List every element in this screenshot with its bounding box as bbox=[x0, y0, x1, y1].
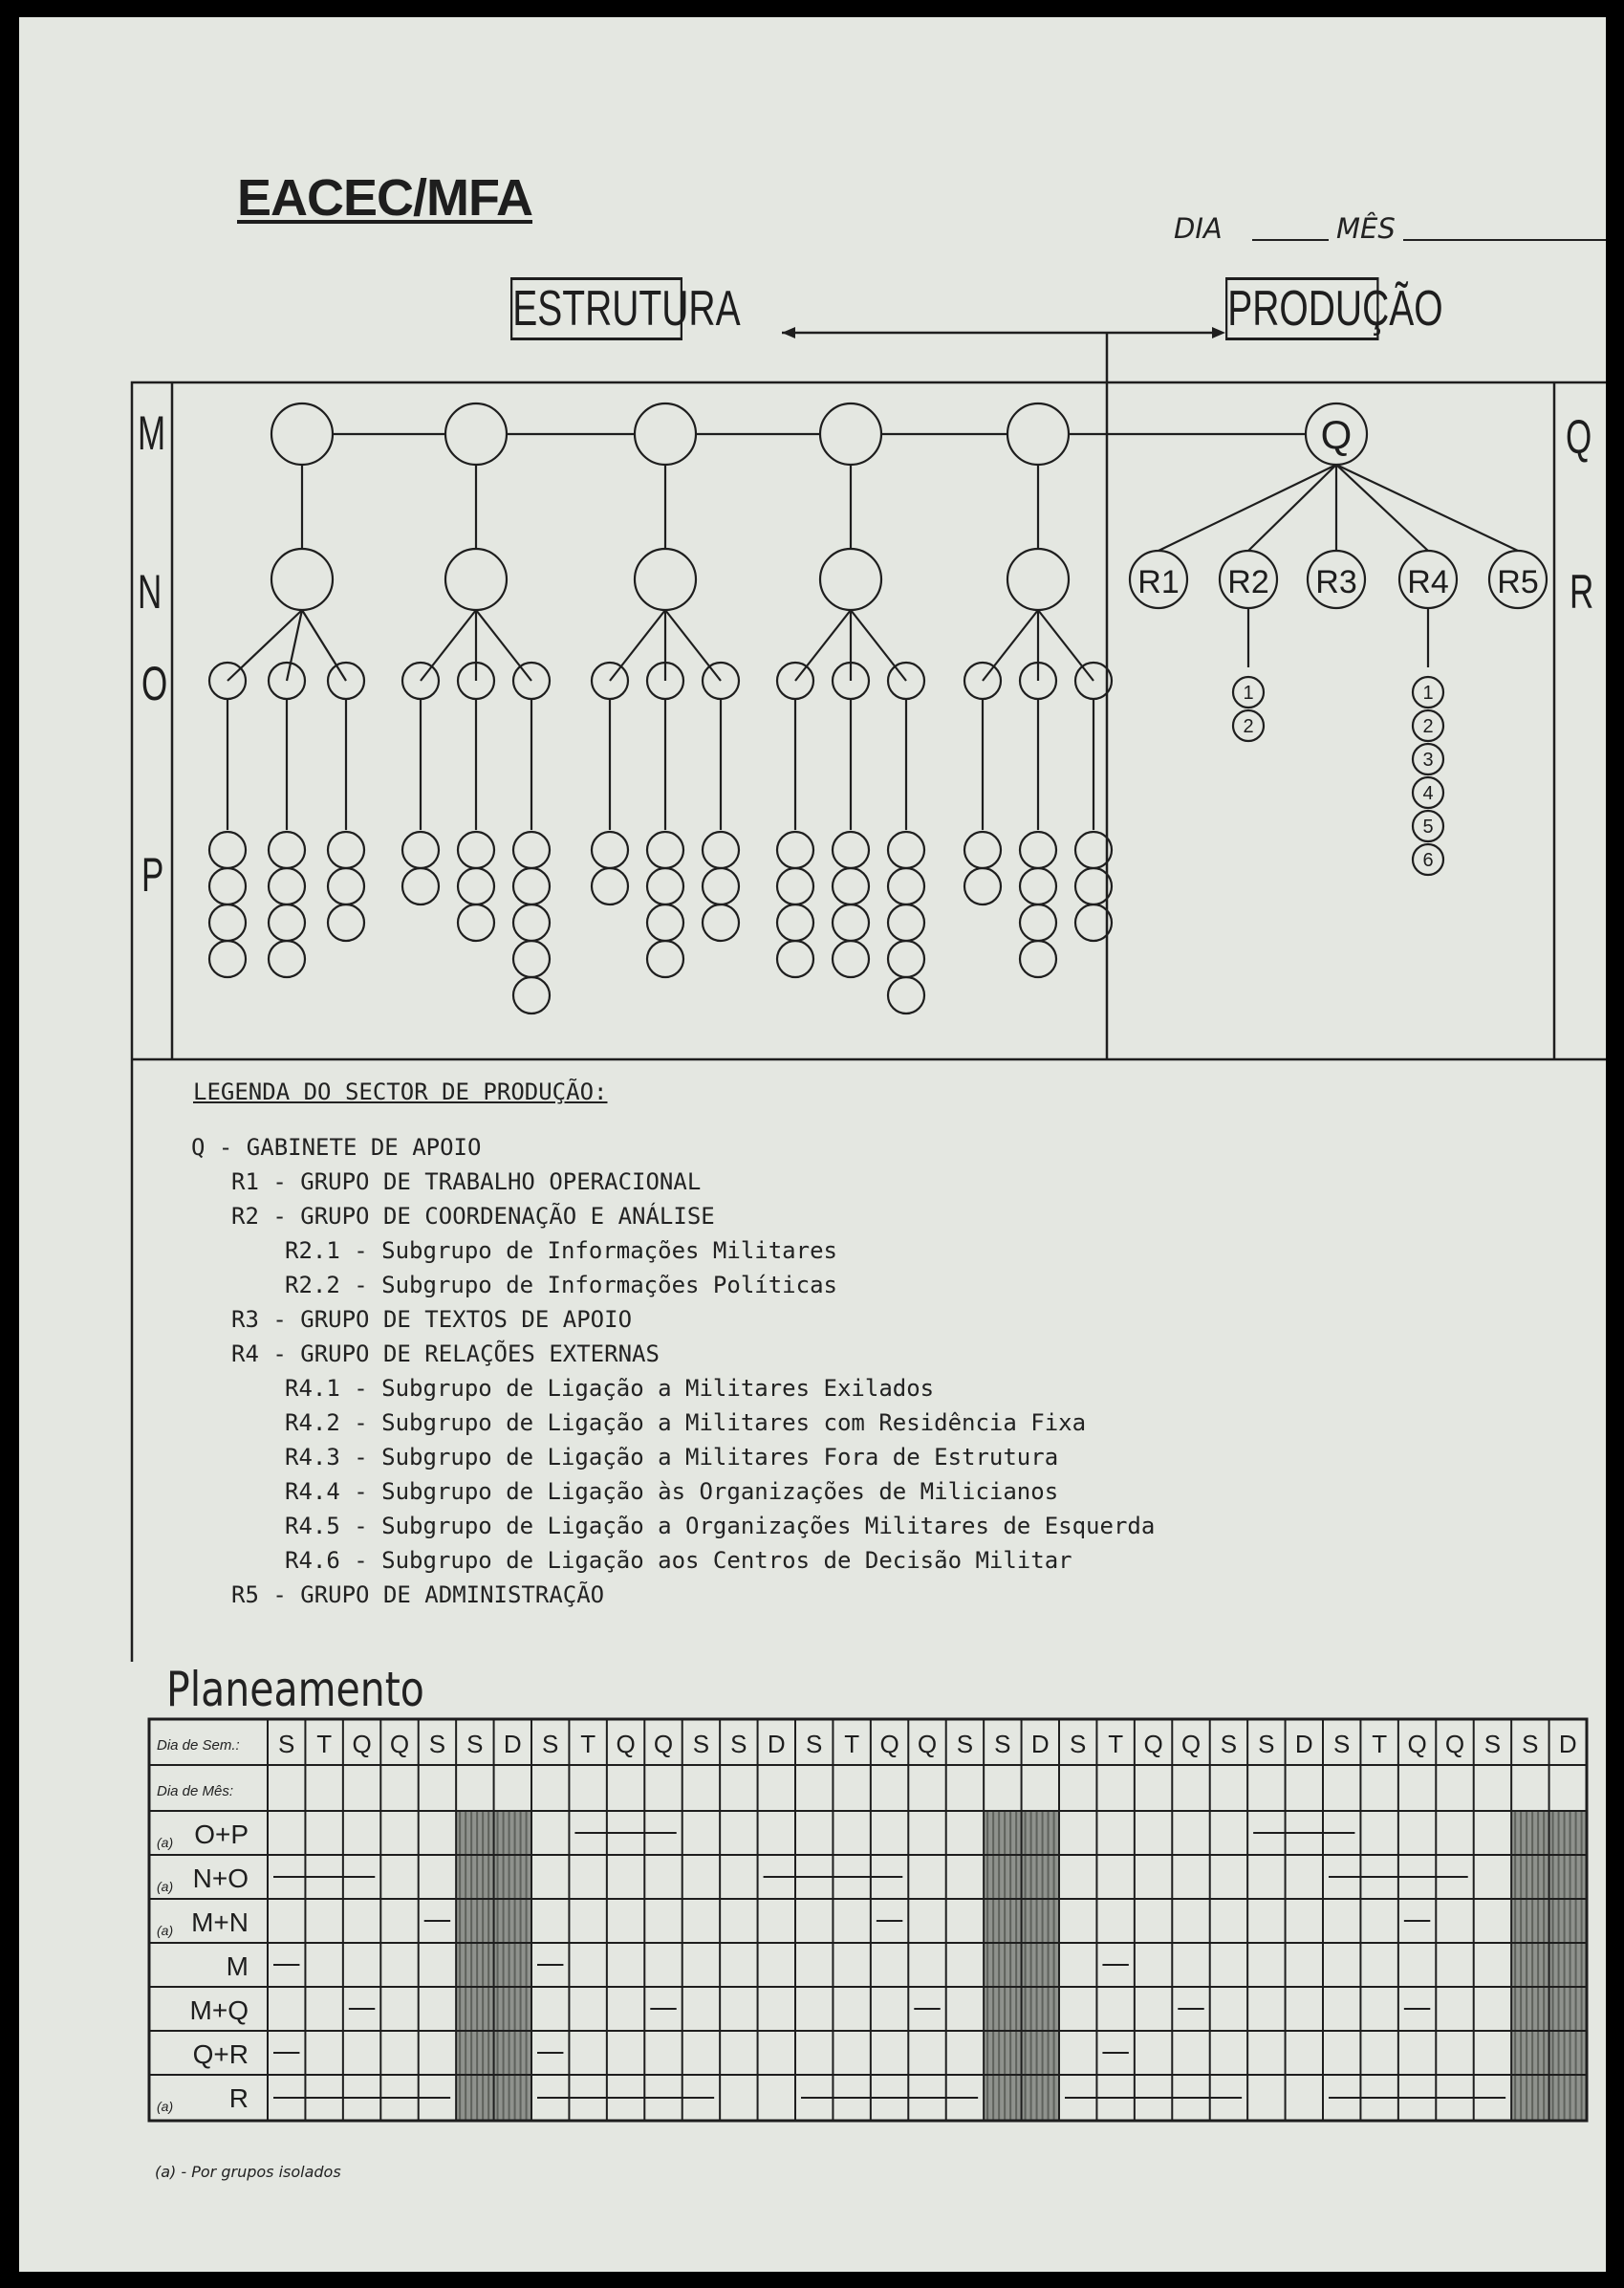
day-letter: Q bbox=[1444, 1730, 1465, 1758]
node-r-label: R2 bbox=[1227, 564, 1269, 600]
row-mark: (a) bbox=[157, 1879, 174, 1894]
node-sub-label: 3 bbox=[1422, 750, 1434, 771]
level-q: Q bbox=[1566, 410, 1592, 464]
legend-line: R2.1 - Subgrupo de Informações Militares bbox=[285, 1237, 837, 1264]
level-m: M bbox=[138, 406, 166, 460]
day-letter: T bbox=[580, 1730, 596, 1758]
day-letter: S bbox=[730, 1730, 747, 1758]
row-label: N+O bbox=[192, 1863, 249, 1893]
node-sub-label: 2 bbox=[1243, 716, 1254, 737]
grid-border bbox=[149, 1719, 1587, 2121]
day-letter: Q bbox=[1143, 1730, 1163, 1758]
row-label: R bbox=[228, 2083, 249, 2113]
level-n: N bbox=[138, 565, 162, 619]
day-letter: D bbox=[767, 1730, 786, 1758]
day-letter: Q bbox=[879, 1730, 899, 1758]
level-r: R bbox=[1570, 565, 1594, 619]
legend-line: R4.1 - Subgrupo de Ligação a Militares Exilados bbox=[285, 1375, 935, 1402]
row-mark: (a) bbox=[157, 1835, 174, 1850]
row-mark: (a) bbox=[157, 2099, 174, 2114]
legend-line: R4 - GRUPO DE RELAÇÕES EXTERNAS bbox=[231, 1340, 660, 1367]
day-letter: S bbox=[956, 1730, 974, 1758]
day-letter: S bbox=[1522, 1730, 1539, 1758]
day-letter: Q bbox=[352, 1730, 372, 1758]
row-mark: (a) bbox=[157, 1923, 174, 1938]
day-letter: S bbox=[466, 1730, 484, 1758]
legend-line: R4.4 - Subgrupo de Ligação às Organizações de Milicianos bbox=[285, 1478, 1059, 1505]
legend-line: R4.6 - Subgrupo de Ligação aos Centros de Decisão Militar bbox=[285, 1547, 1072, 1574]
day-letter: S bbox=[1333, 1730, 1351, 1758]
planning-title: Planeamento bbox=[166, 1662, 424, 1717]
legend-line: R3 - GRUPO DE TEXTOS DE APOIO bbox=[231, 1306, 633, 1333]
day-letter: S bbox=[542, 1730, 559, 1758]
day-letter: S bbox=[994, 1730, 1011, 1758]
day-letter: Q bbox=[616, 1730, 636, 1758]
dia-mes-label: Dia de Mês: bbox=[157, 1783, 234, 1799]
level-o: O bbox=[141, 657, 168, 710]
legend-line: R4.5 - Subgrupo de Ligação a Organizações Militares de Esquerda bbox=[285, 1513, 1156, 1539]
day-letter: T bbox=[844, 1730, 860, 1758]
day-letter: Q bbox=[1407, 1730, 1427, 1758]
legend-title: LEGENDA DO SECTOR DE PRODUÇÃO: bbox=[193, 1079, 608, 1105]
node-r-label: R5 bbox=[1497, 564, 1539, 600]
legend-line: R2 - GRUPO DE COORDENAÇÃO E ANÁLISE bbox=[231, 1203, 715, 1230]
row-label: O+P bbox=[194, 1820, 249, 1849]
day-letter: T bbox=[1108, 1730, 1124, 1758]
row-label: M+N bbox=[191, 1907, 249, 1937]
day-letter: S bbox=[278, 1730, 295, 1758]
day-letter: S bbox=[1258, 1730, 1275, 1758]
document-title: EACEC/MFA bbox=[237, 169, 533, 227]
estrutura-box: ESTRUTURA bbox=[510, 277, 682, 340]
row-label: Q+R bbox=[192, 2039, 249, 2069]
day-letter: T bbox=[316, 1730, 333, 1758]
level-p: P bbox=[141, 848, 164, 902]
node-q-label: Q bbox=[1320, 412, 1353, 457]
day-letter: S bbox=[692, 1730, 710, 1758]
node-sub-label: 2 bbox=[1422, 716, 1434, 737]
day-letter: Q bbox=[1180, 1730, 1202, 1758]
document-page bbox=[19, 17, 1606, 2272]
day-letter: D bbox=[1030, 1730, 1050, 1758]
node-sub-label: 5 bbox=[1422, 817, 1434, 838]
node-r-label: R3 bbox=[1315, 564, 1357, 600]
dia-sem-label: Dia de Sem.: bbox=[157, 1737, 240, 1754]
day-letter: S bbox=[1220, 1730, 1238, 1758]
node-sub-label: 6 bbox=[1422, 850, 1434, 871]
node-sub-label: 1 bbox=[1422, 683, 1434, 704]
date-dia-label: DIA bbox=[1174, 212, 1223, 245]
day-letter: D bbox=[1558, 1730, 1577, 1758]
planning-table bbox=[19, 17, 1606, 2272]
row-label: M+Q bbox=[189, 1995, 249, 2025]
day-letter: Q bbox=[389, 1730, 410, 1758]
day-letter: S bbox=[806, 1730, 823, 1758]
legend-line: R2.2 - Subgrupo de Informações Políticas bbox=[285, 1272, 837, 1298]
legend-line: R4.3 - Subgrupo de Ligação a Militares Fora de Estrutura bbox=[285, 1444, 1059, 1471]
legend-line: R1 - GRUPO DE TRABALHO OPERACIONAL bbox=[231, 1168, 702, 1195]
day-letter: D bbox=[503, 1730, 522, 1758]
day-letter: Q bbox=[653, 1730, 674, 1758]
day-letter: S bbox=[428, 1730, 446, 1758]
day-letter: D bbox=[1294, 1730, 1313, 1758]
node-r-label: R4 bbox=[1407, 564, 1449, 600]
day-letter: Q bbox=[917, 1730, 938, 1758]
row-label: M bbox=[226, 1951, 249, 1981]
node-sub-label: 4 bbox=[1422, 783, 1434, 804]
day-letter: T bbox=[1372, 1730, 1388, 1758]
legend-line: R4.2 - Subgrupo de Ligação a Militares com Residência Fixa bbox=[285, 1409, 1087, 1436]
legend-line: R5 - GRUPO DE ADMINISTRAÇÃO bbox=[231, 1581, 605, 1608]
footnote: (a) - Por grupos isolados bbox=[155, 2163, 341, 2181]
node-sub-label: 1 bbox=[1243, 683, 1254, 704]
legend-line: Q - GABINETE DE APOIO bbox=[191, 1134, 482, 1161]
date-mes-label: MÊS bbox=[1336, 212, 1396, 245]
node-r-label: R1 bbox=[1137, 564, 1180, 600]
day-letter: S bbox=[1070, 1730, 1087, 1758]
day-letter: S bbox=[1483, 1730, 1502, 1758]
producao-box: PRODUÇÃO bbox=[1225, 277, 1379, 340]
